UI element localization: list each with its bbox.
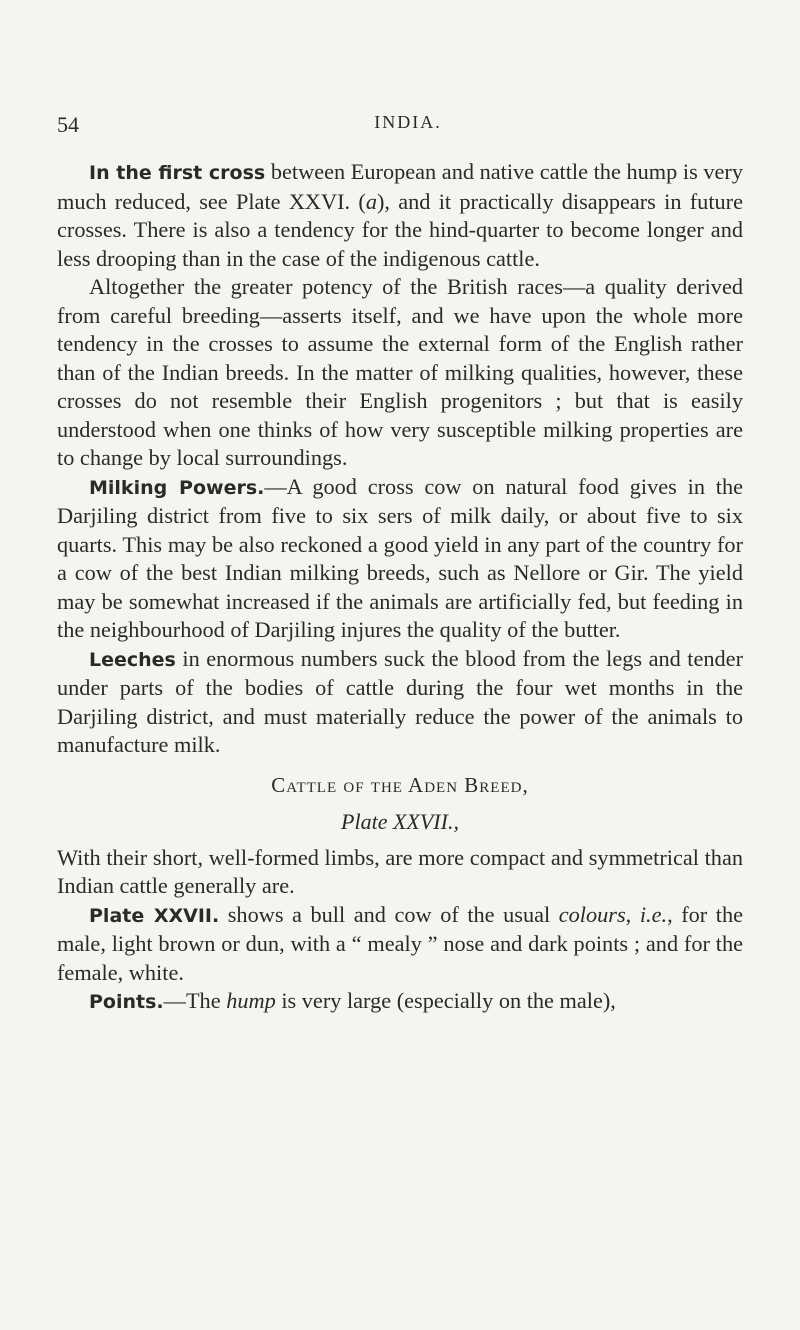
paragraph-text: With their short, well-formed limbs, are more compact and symmetrical than Indian cattle generally are. [57,844,743,898]
section-title: Cattle of the Aden Breed, [271,772,529,797]
page-header [0,112,800,142]
paragraph-text: , for the male, light brown or dun, with a “ mealy ” nose and dark points ; and for the female, white. [57,901,743,985]
lead-points: Points. [89,991,164,1013]
plate-reference: Plate XXVII., [341,808,459,834]
italic-colours: colours [558,901,626,927]
paragraph-text-tail: ), and it practically disappears in future crosses. There is also a tendency for the hind-quarter to become longer and less drooping than in the case of the indigenous cattle. [57,188,743,271]
italic-hump: hump [226,988,276,1013]
lead-milking-powers: Milking Powers. [89,476,265,499]
paragraph-leeches [57,645,743,760]
paragraph-text: —A good cross cow on natural food gives in the Darjiling district from five to six sers of milk daily, or about five to six quarts. This may be also reckoned a good yield in any part of the country for a cow of the best Indian milking breeds, such as Nellore or Gir. The yield may be somewhat increased if the animals are artificially fed, but feeding in the neighbourhood of Darjiling injures the quality of the butter. [57,473,744,642]
running-head: INDIA. [374,112,442,132]
body-text [57,158,743,1017]
paragraph-text: shows a bull and cow of the usual [219,901,559,927]
page-number: 54 [57,112,79,137]
lead-leeches: Leeches [89,648,176,671]
italic-ie: i.e. [639,901,668,927]
paragraph-aden-intro [57,844,743,901]
paragraph-text: , [625,901,640,927]
plate-letter: a [365,188,377,214]
paragraph-points [57,987,743,1017]
paragraph-text: in enormous numbers suck the blood from the legs and tender under parts of the bodies of cattle during the four wet months in the Darjiling district, and must materially reduce the power of the animals to manufacture milk. [57,645,743,757]
paragraph-text: Altogether the greater potency of the British races—a quality derived from careful breeding—asserts itself, and we have upon the whole more tendency in the crosses to assume the external form of the English rather than of the Indian breeds. In the matter of milking qualities, however, these crosses do not resemble their English progenitors ; but that is easily understood when one thinks of how very susceptible milking properties are to change by local surroundings. [57,274,743,470]
paragraph-plate-xxvii [57,901,743,988]
lead-plate-xxvii: Plate XXVII. [89,904,220,927]
paragraph-text: is very large (especially on the male), [275,988,616,1013]
paragraph-text: —The [163,988,227,1013]
paragraph-british-races [57,273,743,473]
paragraph-text: between European and native cattle the hump is very much reduced, see Plate XXVI. ( [57,159,743,214]
lead-first-cross: In the first cross [89,162,266,184]
paragraph-first-cross [57,158,743,273]
paragraph-milking-powers [57,473,743,645]
